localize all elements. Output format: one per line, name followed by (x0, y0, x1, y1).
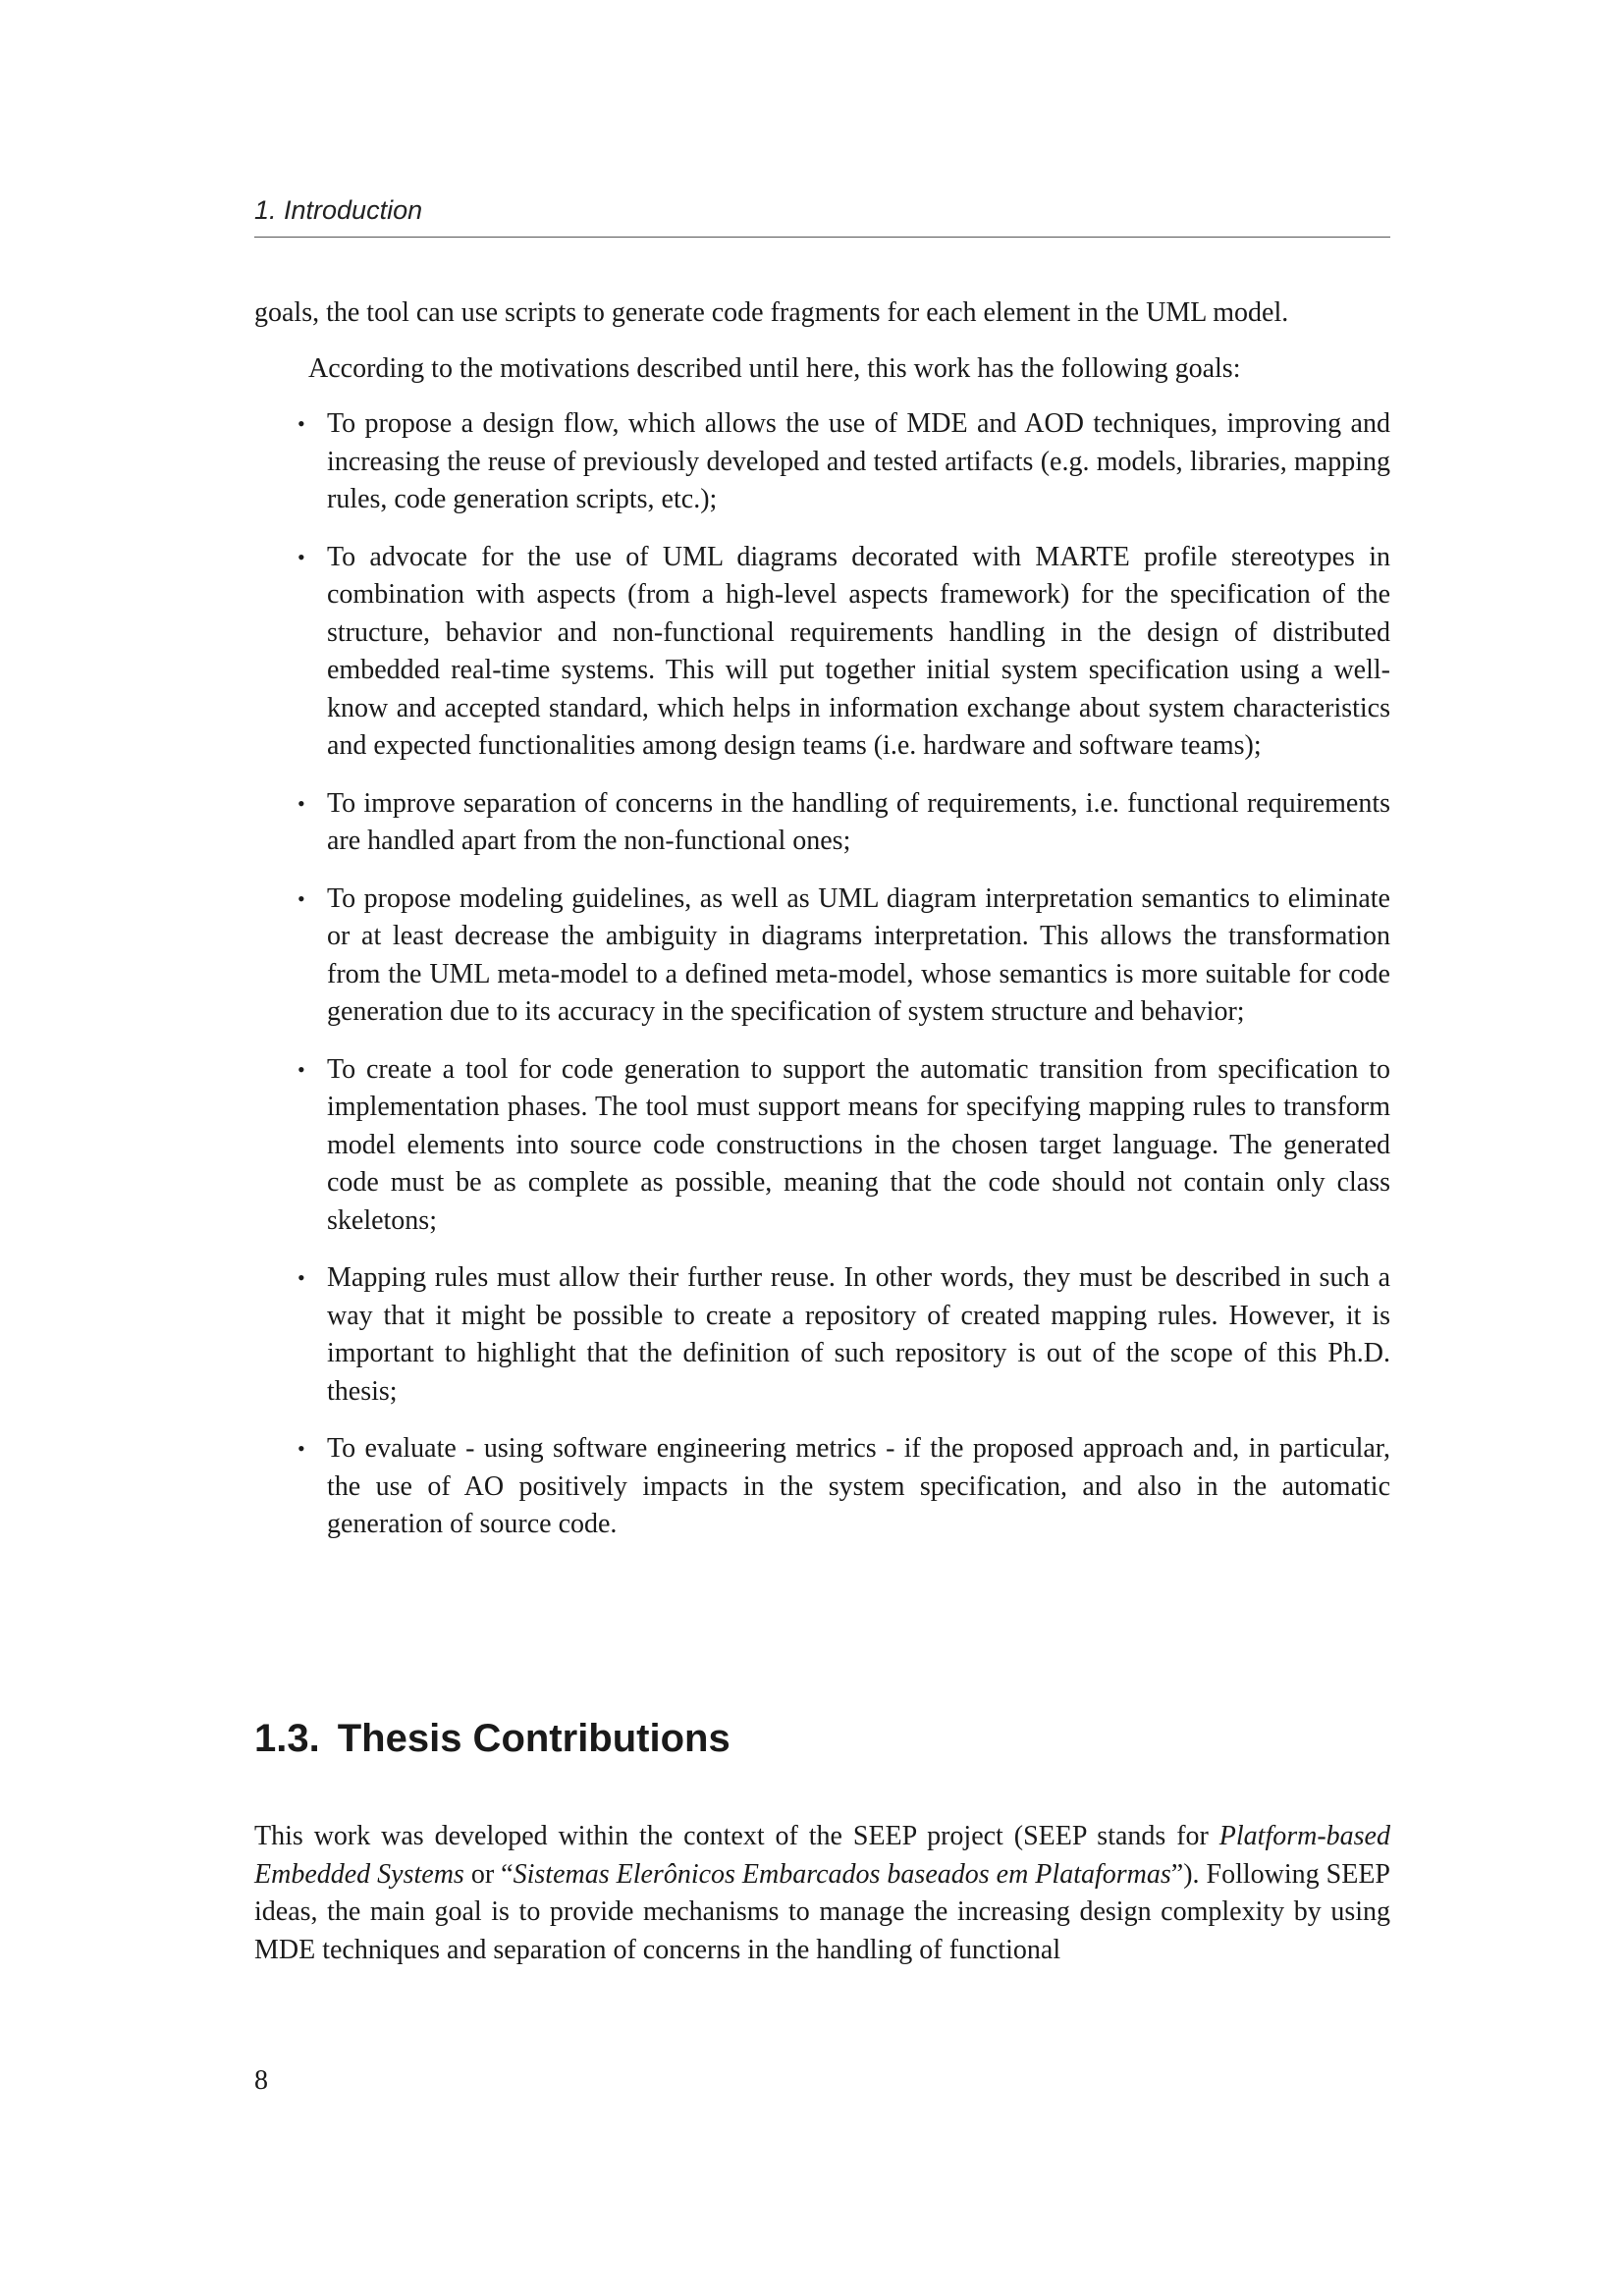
list-item-text: To create a tool for code generation to support the automatic transition from specification to implementation phases. The tool must support means for specifying mapping rules to transform model elements into source code constructions in the chosen target language. The generated code must be as complete as possible, meaning that the code should not contain only class skeletons; (327, 1053, 1390, 1236)
list-item (254, 881, 1390, 1032)
list-item-text: To propose a design flow, which allows the use of MDE and AOD techniques, improving and increasing the reuse of previously developed and tested artifacts (e.g. models, libraries, mapping rules, code generation scripts, etc.); (327, 408, 1390, 514)
section-text-2: or “ (463, 1858, 514, 1890)
list-item-text: To evaluate - using software engineering metrics - if the proposed approach and, in particular, the use of AO positively impacts in the system specification, and also in the automatic generation of source code. (327, 1433, 1390, 1539)
section-text-3: ”). Following SEEP ideas, the main goal is to provide mechanisms to manage the increasing design complexity by using MDE techniques and separation of concerns in the handling of functional (254, 1858, 1391, 1965)
bullet-icon: • (298, 1056, 305, 1082)
section-title: Thesis Contributions (337, 1717, 730, 1760)
list-item-text: Mapping rules must allow their further reuse. In other words, they must be described in such a way that it might be possible to create a repository of created mapping rules. However, it is important to highlight that the definition of such repository is out of the scope of this Ph.D. thesis; (327, 1262, 1390, 1407)
list-item (254, 539, 1390, 766)
list-item-text: To propose modeling guidelines, as well as UML diagram interpretation semantics to eliminate or at least decrease the ambiguity in diagrams interpretation. This allows the transformation from the UML meta-model to a defined meta-model, whose semantics is more suitable for code generation due to its accuracy in the specification of system structure and behavior; (327, 882, 1390, 1027)
section-heading (254, 1714, 730, 1763)
section-italic-2: Sistemas Elerônicos Embarcados baseados em Plataformas (513, 1858, 1171, 1890)
section-number: 1.3. (254, 1717, 320, 1760)
bullet-icon: • (298, 1265, 305, 1290)
section-italic-1: Platform-based Embedded Systems (254, 1821, 1390, 1890)
list-item (254, 1051, 1390, 1241)
list-item (254, 405, 1390, 519)
bullet-icon: • (298, 1436, 305, 1461)
section-paragraph (254, 1818, 1390, 1969)
page-number: 8 (254, 2065, 268, 2096)
running-header (254, 192, 1390, 238)
bullet-icon: • (298, 885, 305, 911)
bullet-icon: • (298, 544, 305, 569)
list-item-text: To improve separation of concerns in the handling of requirements, i.e. functional requirements are handled apart from the non-functional ones; (327, 787, 1390, 856)
bullet-icon: • (298, 411, 305, 436)
bullet-icon: • (298, 790, 305, 816)
continuation-paragraph: goals, the tool can use scripts to generate code fragments for each element in the UML model. (254, 297, 1289, 328)
list-item (254, 1430, 1390, 1544)
goals-intro-paragraph: According to the motivations described until here, this work has the following goals: (308, 352, 1241, 384)
list-item (254, 1259, 1390, 1411)
goals-list (254, 405, 1390, 1544)
chapter-title: 1. Introduction (254, 195, 423, 225)
list-item (254, 785, 1390, 861)
section-text-1: This work was developed within the context of the SEEP project (SEEP stands for (254, 1821, 1219, 1851)
main-content (254, 294, 1390, 1564)
list-item-text: To advocate for the use of UML diagrams decorated with MARTE profile stereotypes in combination with aspects (from a high-level aspects framework) for the specification of the structure, behavior and non-functional requirements handling in the design of distributed embedded real-time systems. This will put together initial system specification using a well-know and accepted standard, which helps in information exchange about system characteristics and expected functionalities among design teams (i.e. hardware and software teams); (327, 541, 1390, 761)
